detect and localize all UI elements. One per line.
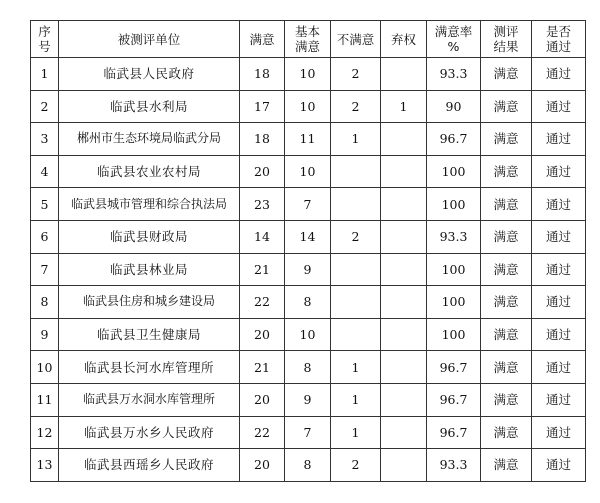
cell-abstain	[381, 449, 427, 482]
cell-abstain	[381, 58, 427, 91]
header-no: 序 号	[31, 21, 59, 58]
cell-rate: 96.7	[427, 351, 481, 384]
header-pass: 是否 通过	[532, 21, 586, 58]
table-row	[31, 90, 586, 123]
cell-rate: 100	[427, 188, 481, 221]
cell-result: 满意	[481, 123, 532, 156]
cell-unsatisfied	[331, 188, 381, 221]
cell-no: 9	[31, 318, 59, 351]
header-satisfied: 满意	[240, 21, 285, 58]
cell-rate: 93.3	[427, 449, 481, 482]
cell-rate: 90	[427, 90, 481, 123]
cell-result: 满意	[481, 188, 532, 221]
cell-satisfied: 18	[240, 123, 285, 156]
cell-abstain	[381, 351, 427, 384]
table-row	[31, 416, 586, 449]
cell-result: 满意	[481, 449, 532, 482]
cell-rate: 100	[427, 286, 481, 319]
cell-unsatisfied: 1	[331, 416, 381, 449]
cell-unsatisfied	[331, 253, 381, 286]
cell-satisfied: 21	[240, 253, 285, 286]
cell-result: 满意	[481, 351, 532, 384]
table-row	[31, 351, 586, 384]
cell-no: 1	[31, 58, 59, 91]
cell-unsatisfied	[331, 286, 381, 319]
cell-basic-satisfied: 7	[285, 188, 331, 221]
cell-basic-satisfied: 10	[285, 318, 331, 351]
cell-abstain	[381, 188, 427, 221]
cell-result: 满意	[481, 155, 532, 188]
cell-abstain	[381, 383, 427, 416]
cell-no: 12	[31, 416, 59, 449]
cell-no: 5	[31, 188, 59, 221]
cell-pass: 通过	[532, 155, 586, 188]
cell-result: 满意	[481, 286, 532, 319]
cell-pass: 通过	[532, 188, 586, 221]
cell-no: 4	[31, 155, 59, 188]
cell-satisfied: 22	[240, 286, 285, 319]
table-row	[31, 58, 586, 91]
cell-pass: 通过	[532, 253, 586, 286]
header-unit: 被测评单位	[59, 21, 240, 58]
cell-abstain	[381, 318, 427, 351]
cell-rate: 100	[427, 318, 481, 351]
cell-abstain	[381, 155, 427, 188]
header-result: 测评 结果	[481, 21, 532, 58]
cell-basic-satisfied: 8	[285, 351, 331, 384]
table-row	[31, 383, 586, 416]
cell-rate: 100	[427, 253, 481, 286]
cell-rate: 96.7	[427, 383, 481, 416]
cell-unit: 临武县住房和城乡建设局	[59, 286, 240, 319]
cell-basic-satisfied: 10	[285, 90, 331, 123]
cell-unit: 临武县城市管理和综合执法局	[59, 188, 240, 221]
cell-no: 6	[31, 220, 59, 253]
cell-unsatisfied: 2	[331, 58, 381, 91]
table-row	[31, 286, 586, 319]
cell-rate: 93.3	[427, 220, 481, 253]
cell-unsatisfied	[331, 318, 381, 351]
header-abstain: 弃权	[381, 21, 427, 58]
cell-abstain	[381, 416, 427, 449]
cell-no: 2	[31, 90, 59, 123]
cell-unit: 临武县卫生健康局	[59, 318, 240, 351]
cell-basic-satisfied: 8	[285, 286, 331, 319]
cell-unsatisfied: 1	[331, 383, 381, 416]
cell-unsatisfied: 2	[331, 220, 381, 253]
cell-abstain	[381, 123, 427, 156]
cell-unit: 临武县农业农村局	[59, 155, 240, 188]
cell-satisfied: 20	[240, 318, 285, 351]
table-row	[31, 155, 586, 188]
evaluation-table	[30, 20, 586, 482]
cell-basic-satisfied: 9	[285, 383, 331, 416]
cell-abstain: 1	[381, 90, 427, 123]
table-row	[31, 188, 586, 221]
cell-unit: 临武县万水洞水库管理所	[59, 383, 240, 416]
cell-satisfied: 14	[240, 220, 285, 253]
table-row	[31, 318, 586, 351]
cell-pass: 通过	[532, 58, 586, 91]
header-unsatisfied: 不满意	[331, 21, 381, 58]
cell-result: 满意	[481, 383, 532, 416]
cell-satisfied: 22	[240, 416, 285, 449]
cell-unit: 临武县长河水库管理所	[59, 351, 240, 384]
cell-satisfied: 23	[240, 188, 285, 221]
cell-no: 11	[31, 383, 59, 416]
header-basic-satisfied: 基本 满意	[285, 21, 331, 58]
cell-unsatisfied: 2	[331, 90, 381, 123]
cell-abstain	[381, 253, 427, 286]
header-row	[31, 21, 586, 58]
cell-pass: 通过	[532, 220, 586, 253]
cell-basic-satisfied: 7	[285, 416, 331, 449]
table-row	[31, 220, 586, 253]
cell-result: 满意	[481, 416, 532, 449]
cell-basic-satisfied: 14	[285, 220, 331, 253]
cell-unsatisfied	[331, 155, 381, 188]
cell-rate: 100	[427, 155, 481, 188]
cell-basic-satisfied: 10	[285, 155, 331, 188]
cell-basic-satisfied: 10	[285, 58, 331, 91]
cell-pass: 通过	[532, 351, 586, 384]
cell-unit: 临武县人民政府	[59, 58, 240, 91]
cell-basic-satisfied: 8	[285, 449, 331, 482]
cell-no: 13	[31, 449, 59, 482]
cell-satisfied: 17	[240, 90, 285, 123]
cell-result: 满意	[481, 220, 532, 253]
cell-satisfied: 20	[240, 155, 285, 188]
cell-rate: 93.3	[427, 58, 481, 91]
cell-no: 10	[31, 351, 59, 384]
cell-unit: 郴州市生态环境局临武分局	[59, 123, 240, 156]
cell-pass: 通过	[532, 318, 586, 351]
cell-satisfied: 18	[240, 58, 285, 91]
cell-rate: 96.7	[427, 123, 481, 156]
cell-result: 满意	[481, 58, 532, 91]
cell-unit: 临武县万水乡人民政府	[59, 416, 240, 449]
cell-abstain	[381, 286, 427, 319]
cell-result: 满意	[481, 253, 532, 286]
cell-satisfied: 21	[240, 351, 285, 384]
cell-unsatisfied: 2	[331, 449, 381, 482]
cell-no: 7	[31, 253, 59, 286]
cell-result: 满意	[481, 90, 532, 123]
cell-unit: 临武县西瑶乡人民政府	[59, 449, 240, 482]
table-row	[31, 449, 586, 482]
cell-unit: 临武县财政局	[59, 220, 240, 253]
cell-no: 8	[31, 286, 59, 319]
cell-rate: 96.7	[427, 416, 481, 449]
cell-pass: 通过	[532, 123, 586, 156]
cell-pass: 通过	[532, 90, 586, 123]
cell-unsatisfied: 1	[331, 351, 381, 384]
cell-unit: 临武县水利局	[59, 90, 240, 123]
cell-no: 3	[31, 123, 59, 156]
cell-unit: 临武县林业局	[59, 253, 240, 286]
header-rate: 满意率 %	[427, 21, 481, 58]
cell-basic-satisfied: 9	[285, 253, 331, 286]
cell-pass: 通过	[532, 383, 586, 416]
cell-satisfied: 20	[240, 383, 285, 416]
table-body	[31, 58, 586, 482]
cell-pass: 通过	[532, 416, 586, 449]
cell-pass: 通过	[532, 286, 586, 319]
cell-satisfied: 20	[240, 449, 285, 482]
cell-unsatisfied: 1	[331, 123, 381, 156]
cell-pass: 通过	[532, 449, 586, 482]
cell-result: 满意	[481, 318, 532, 351]
table-row	[31, 253, 586, 286]
cell-basic-satisfied: 11	[285, 123, 331, 156]
table-row	[31, 123, 586, 156]
cell-abstain	[381, 220, 427, 253]
